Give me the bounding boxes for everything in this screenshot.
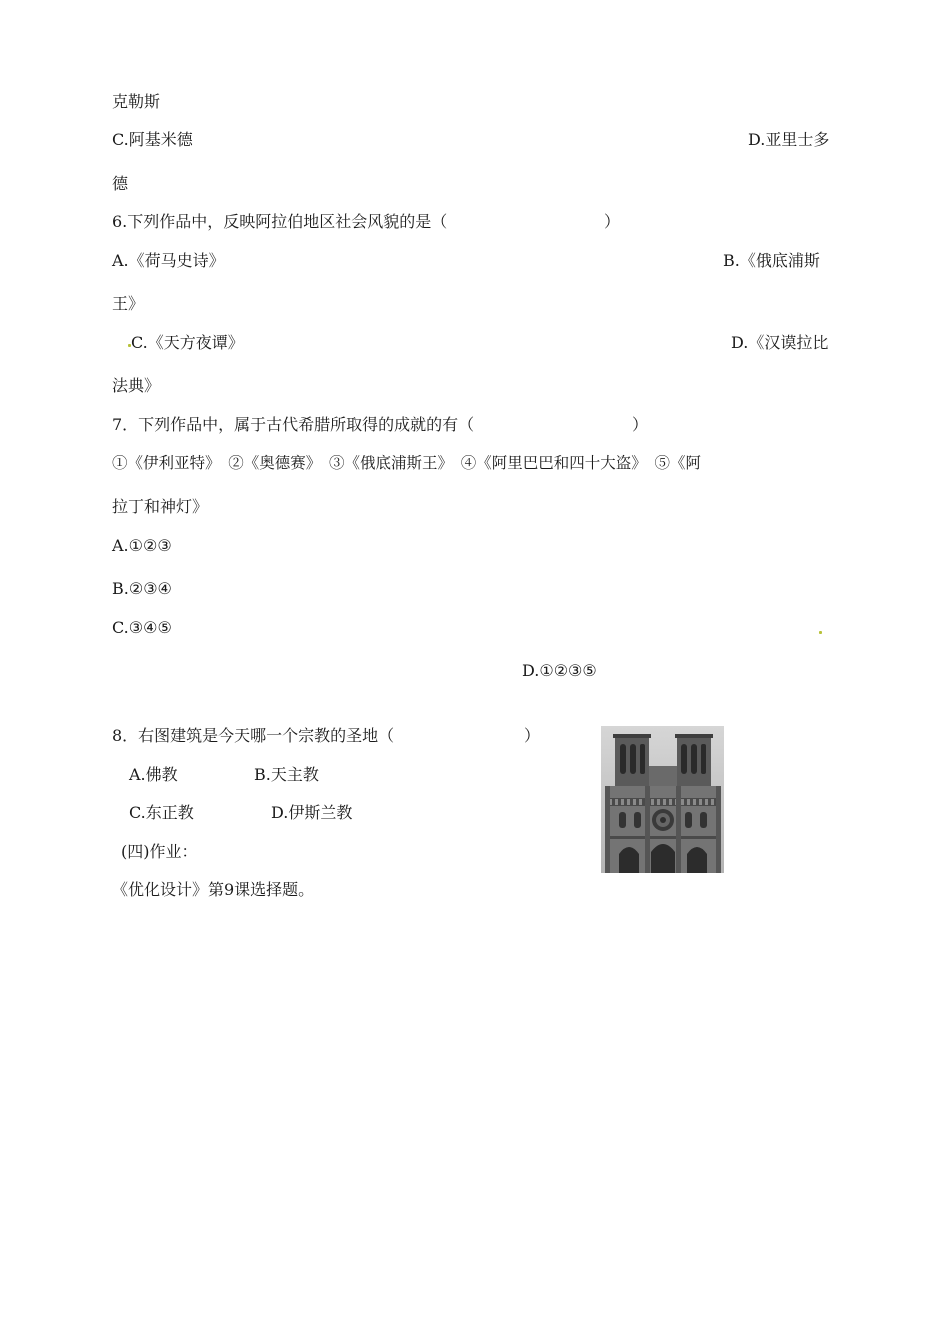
q8-paren-close: ） [524,726,541,745]
q7-paren-close: ） [632,415,649,434]
q8-option-d: D.伊斯兰教 [271,803,353,822]
q6-paren-close: ） [604,212,621,231]
q7-option-a: A.①②③ [112,536,172,555]
q8-option-a: A.佛教 [129,765,178,784]
q5-line-cont: 克勒斯 [112,92,161,111]
q5-option-d: D.亚里士多 [748,130,830,149]
q7-option-d: D.①②③⑤ [522,661,597,680]
q6-option-c: C.《天方夜谭》 [131,333,244,352]
q6-option-d-cont: 法典》 [112,376,161,395]
speck-mark [819,631,822,634]
q7-option-b: B.②③④ [112,579,172,598]
q7-option-c: C.③④⑤ [112,618,172,637]
q7-works-line: ①《伊利亚特》 ②《奥德赛》 ③《俄底浦斯王》 ④《阿里巴巴和四十大盗》 ⑤《阿 [112,454,702,472]
q6-option-b: B.《俄底浦斯 [723,251,820,270]
cathedral-photo [601,726,724,873]
q6-option-a: A.《荷马史诗》 [112,251,225,270]
q6-stem: 6.下列作品中，反映阿拉伯地区社会风貌的是（ [112,212,448,231]
q8-option-c: C.东正教 [129,803,194,822]
q6-option-d: D.《汉谟拉比 [731,333,829,352]
q7-stem: 7．下列作品中，属于古代希腊所取得的成就的有（ [112,415,475,434]
q8-option-b: B.天主教 [254,765,319,784]
q8-stem: 8．右图建筑是今天哪一个宗教的圣地（ [112,726,395,745]
homework-text: 《优化设计》第9课选择题。 [112,880,315,899]
q7-works-line-cont: 拉丁和神灯》 [112,497,209,516]
q6-option-b-cont: 王》 [112,294,145,313]
q5-option-c: C.阿基米德 [112,130,193,149]
q5-option-d-cont: 德 [112,174,129,193]
homework-heading: (四)作业： [121,842,198,861]
